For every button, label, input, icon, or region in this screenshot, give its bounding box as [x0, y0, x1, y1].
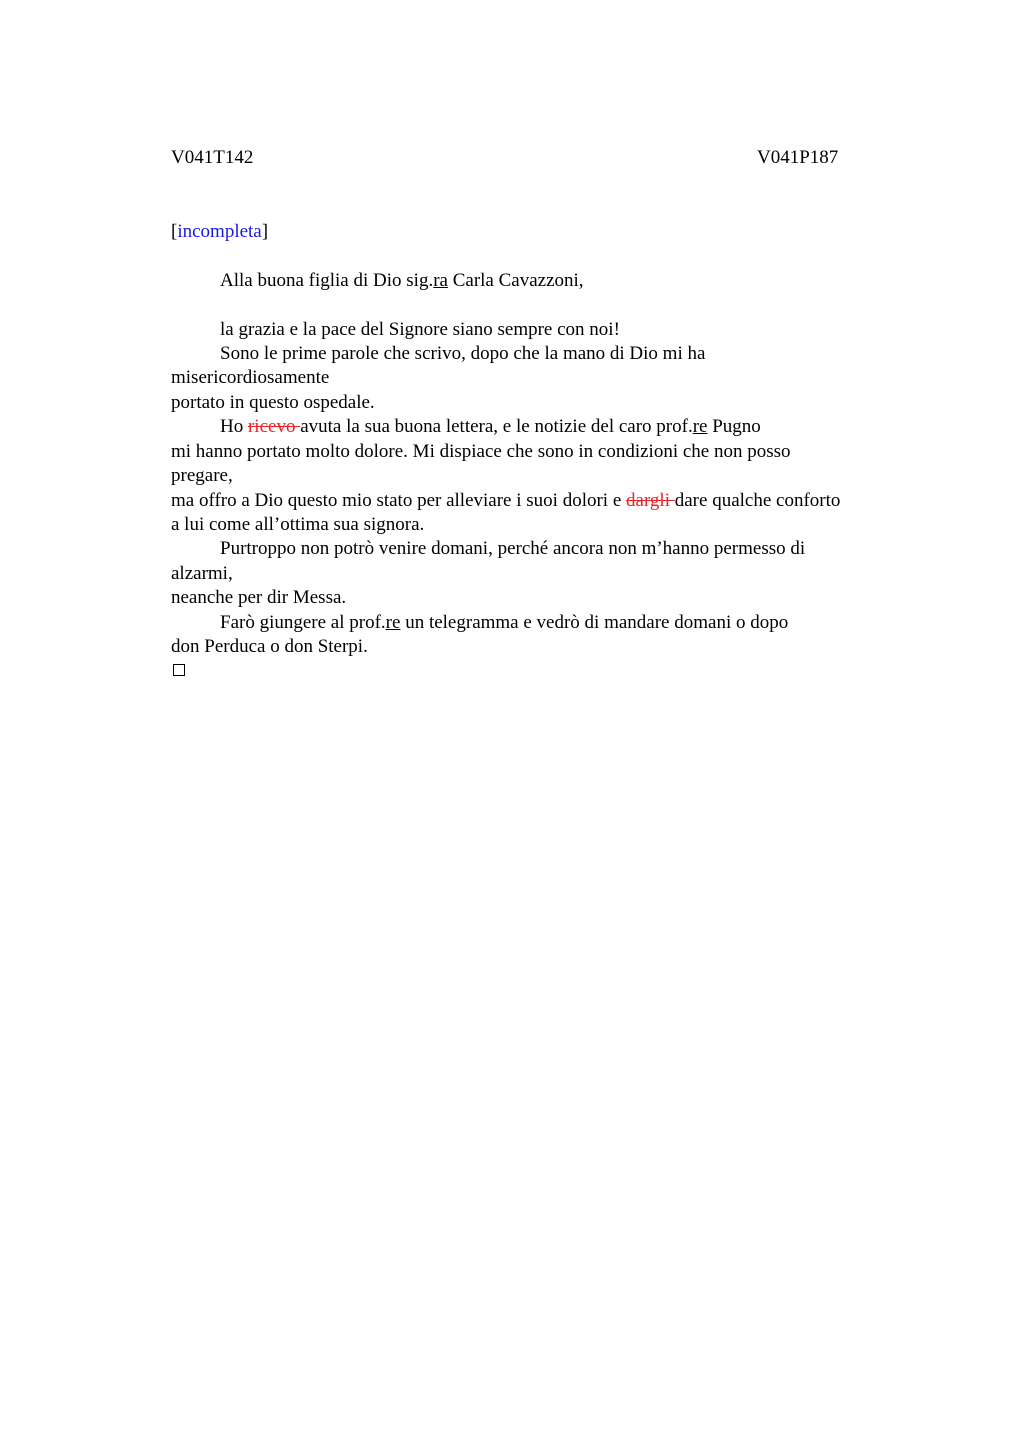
paragraph-4-line-1	[171, 611, 788, 635]
text-run: dare qualche conforto	[674, 490, 841, 511]
deleted-text: ricevo	[247, 416, 301, 437]
paragraph-1-line-3: portato in questo ospedale.	[171, 392, 375, 413]
status-note	[171, 220, 268, 244]
paragraph-3-line-3: neanche per dir Messa.	[171, 587, 347, 608]
text-run: avuta la sua buona lettera, e le notizie del caro prof.	[300, 416, 693, 437]
text-run: Pugno	[707, 416, 761, 437]
text-run: un telegramma e vedrò di mandare domani o dopo	[400, 612, 789, 633]
text-run: Ho	[220, 416, 248, 437]
salutation-text: Alla buona figlia di Dio sig.	[220, 270, 434, 291]
greeting-line: la grazia e la pace del Signore siano sempre con noi!	[220, 319, 620, 340]
abbreviation-superscript: re	[385, 612, 401, 633]
paragraph-1-line-2: misericordiosamente	[171, 367, 330, 388]
abbreviation-superscript: ra	[433, 270, 448, 291]
text-run: ma offro a Dio questo mio stato per alleviare i suoi dolori e	[171, 490, 627, 511]
paragraph-1-line-1: Sono le prime parole che scrivo, dopo che la mano di Dio mi ha	[220, 343, 706, 364]
empty-square-icon	[173, 664, 185, 676]
paragraph-3-line-2: alzarmi,	[171, 563, 233, 584]
salutation-name: Carla Cavazzoni,	[447, 270, 584, 291]
text-run: Farò giungere al prof.	[220, 612, 386, 633]
paragraph-2-line-4	[171, 489, 840, 513]
paragraph-4-line-2: don Perduca o don Sterpi.	[171, 636, 368, 657]
abbreviation-superscript: re	[692, 416, 708, 437]
deleted-text: dargli	[626, 490, 675, 511]
salutation-line	[171, 269, 584, 293]
document-code-left: V041T142	[171, 147, 254, 168]
paragraph-2-line-5: a lui come all’ottima sua signora.	[171, 514, 425, 535]
status-label: incompleta	[177, 221, 262, 242]
document-code-right: V041P187	[757, 147, 839, 168]
paragraph-2-line-2: mi hanno portato molto dolore. Mi dispiace che sono in condizioni che non posso	[171, 441, 791, 462]
paragraph-2-line-3: pregare,	[171, 465, 233, 486]
status-bracket-open: [	[171, 221, 178, 242]
paragraph-2-line-1	[171, 415, 761, 439]
status-bracket-close: ]	[261, 221, 269, 242]
paragraph-3-line-1: Purtroppo non potrò venire domani, perché ancora non m’hanno permesso di	[220, 538, 806, 559]
